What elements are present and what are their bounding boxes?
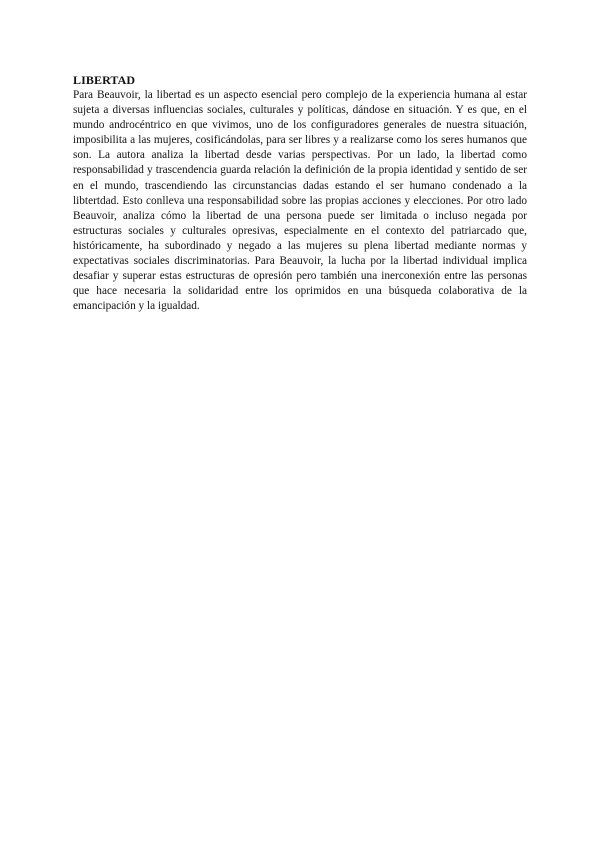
body-paragraph: Para Beauvoir, la libertad es un aspecto esencial pero complejo de la experiencia humana al estar sujeta a diversas influencias sociales, culturales y políticas, dándose en situación. Y es que, en el mundo androcéntrico en que vivimos, uno de los configuradores generales de nuestra situación, imposibilita a las mujeres, cosificándolas, para ser libres y a realizarse como los seres humanos que son. La autora analiza la libertad desde varias perspectivas. Por un lado, la libertad como responsabilidad y trascendencia guarda relación la definición de la propia identidad y sentido de ser en el mundo, trascendiendo las circunstancias dadas estando el ser humano condenado a la libtertdad. Esto conlleva una responsabilidad sobre las propias acciones y elecciones. Por otro lado Beauvoir, analiza cómo la libertad de una persona puede ser limitada o incluso negada por estructuras sociales y culturales opresivas, especialmente en el contexto del patriarcado que, históricamente, ha subordinado y negado a las mujeres su plena libertad mediante normas y expectativas sociales discriminatorias. Para Beauvoir, la lucha por la libertad individual implica desafiar y superar estas estructuras de opresión pero también una inerconexión entre las personas que hace necesaria la solidaridad entre los oprimidos en una búsqueda colaborativa de la emancipación y la igualdad. — [73, 89, 527, 313]
section-heading: LIBERTAD — [73, 73, 136, 87]
document-page — [73, 72, 527, 314]
